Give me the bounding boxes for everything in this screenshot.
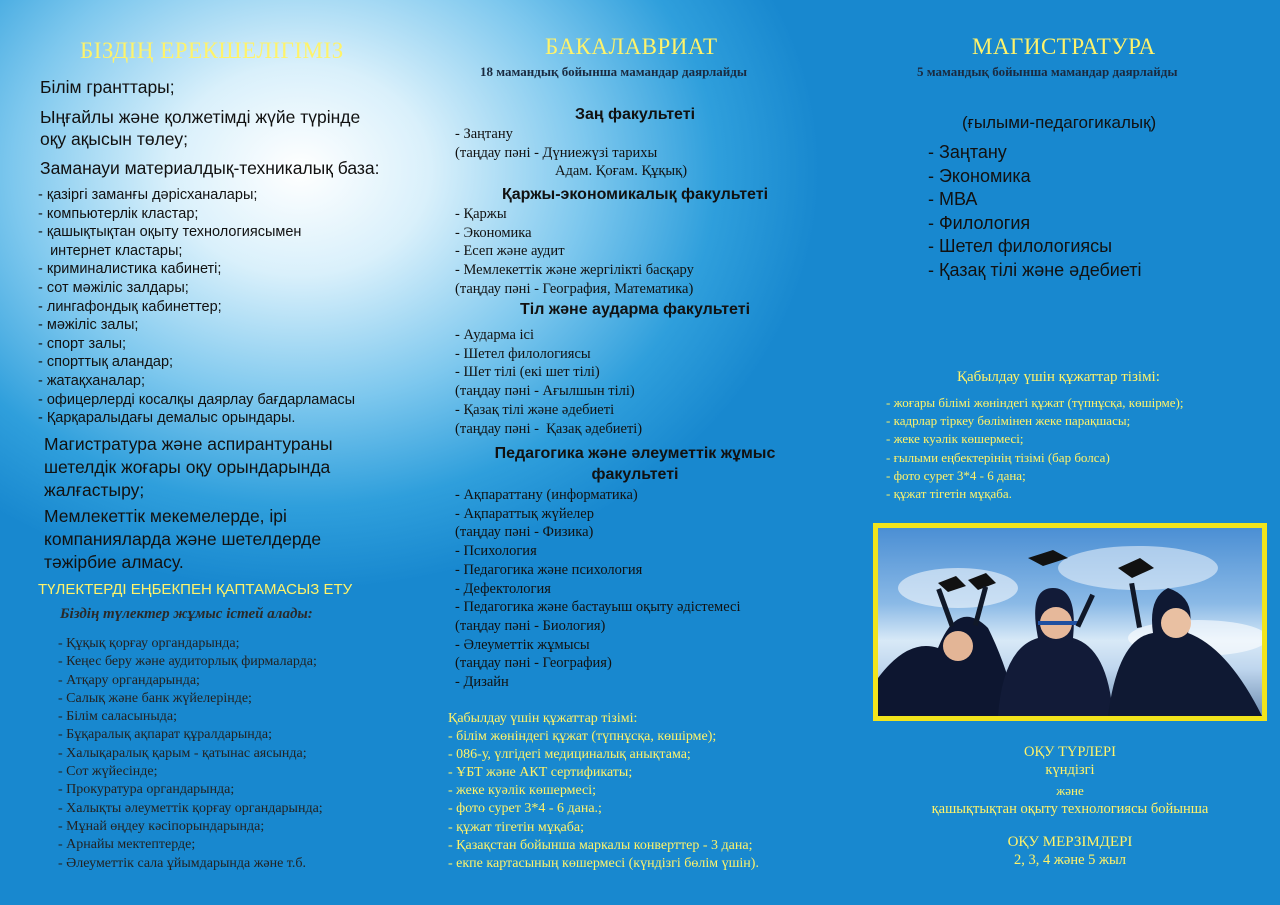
list-item: - Мұнай өңдеу кәсіпорындарында; <box>58 818 265 834</box>
study-forms-fulltime: күндізгі <box>1045 762 1095 778</box>
list-item: - Қазақ тілі және әдебиеті <box>455 401 615 418</box>
study-forms-title: ОҚУ ТҮРЛЕРІ <box>1024 744 1116 760</box>
list-item: - Заңтану <box>928 142 1007 162</box>
list-item: - Әлеуметтік сала ұйымдарында және т.б. <box>58 855 306 871</box>
list-item: (таңдау пәні - Дүниежүзі тарихы <box>455 144 658 161</box>
list-item: (таңдау пәні - Қазақ әдебиеті) <box>455 420 643 437</box>
study-terms-values: 2, 3, 4 және 5 жыл <box>1013 852 1127 868</box>
list-item: - Ақпараттық жүйелер <box>455 505 594 522</box>
list-item: - Филология <box>928 212 1031 233</box>
list-item: - Дефектология <box>455 580 551 597</box>
column-features <box>0 0 420 905</box>
list-item: - Экономика <box>455 224 532 241</box>
list-item: - лингафондық кабинеттер; <box>38 298 222 315</box>
list-item: - Білім саласыныда; <box>58 709 177 725</box>
list-item: - Есеп және аудит <box>455 243 565 260</box>
list-item: - жеке куәлік көшермесі; <box>448 783 597 799</box>
list-item: - кадрлар тіркеу бөлімінен жеке парақшасы; <box>886 413 1131 429</box>
features-payment-line2: оқу ақысын төлеу; <box>40 129 188 149</box>
documents-title: Қабылдау үшін құжаттар тізімі: <box>448 711 638 726</box>
list-item: - Шетел филологиясы <box>455 345 591 362</box>
features-abroad-line1: Магистратура және аспирантураны <box>44 434 333 454</box>
list-item: - криминалистика кабинеті; <box>38 261 222 278</box>
list-item: - Халықты әлеуметтік қорғау органдарында; <box>58 800 323 816</box>
master-documents <box>886 394 1183 503</box>
list-item: - Арнайы мектептерде; <box>58 837 196 853</box>
list-item: - фото сурет 3*4 - 6 дана.; <box>448 801 602 817</box>
list-item: - Қазақстан бойынша маркалы конверттер - 3 дана; <box>448 837 753 853</box>
list-item: - мәжіліс залы; <box>38 317 139 334</box>
list-item: - ғылыми еңбектерінің тізімі (бар болса) <box>886 449 1110 465</box>
features-payment-line1: Ыңғайлы және қолжетімді жүйе түрінде <box>40 107 361 127</box>
list-item: - фото сурет 3*4 - 6 дана; <box>886 467 1026 483</box>
list-item: Адам. Қоғам. Құқық) <box>555 163 688 180</box>
faculty-language-title: Тіл және аударма факультеті <box>519 301 751 318</box>
list-item: - спорттық аландар; <box>38 354 174 371</box>
column-master <box>860 0 1280 905</box>
list-item: - Заңтану <box>455 126 513 142</box>
list-item: - Шет тілі (екі шет тілі) <box>455 364 600 381</box>
features-abroad-line2: шетелдік жоғары оқу орындарында <box>44 457 331 477</box>
study-forms-distance: қашықтықтан оқыту технологиясы бойынша <box>931 801 1209 817</box>
faculty-pedagogy-title-line1: Педагогика және әлеуметтік жұмыс <box>494 445 776 462</box>
list-item: - Бұқаралық ақпарат құралдарында; <box>58 727 273 743</box>
faculty-law-title: Заң факультеті <box>574 106 696 123</box>
list-item: - Халықаралық қарым - қатынас аясында; <box>58 745 307 761</box>
bachelor-title: БАКАЛАВРИАТ <box>545 34 718 59</box>
master-title: МАГИСТРАТУРА <box>972 34 1156 59</box>
features-abroad-line3: жалғастыру; <box>44 480 145 500</box>
employment-subtitle: Біздің түлектер жұмыс істей алады: <box>60 606 313 622</box>
list-item: (таңдау пәні - География) <box>455 655 612 672</box>
list-item: - Құқық қорғау органдарында; <box>58 636 240 651</box>
list-item: - Қазақ тілі және әдебиеті <box>928 259 1142 280</box>
faculty-finance-list <box>455 205 694 299</box>
list-item: - спорт залы; <box>38 335 127 352</box>
features-base-heading: Заманауи материалдық-техникалық база: <box>40 158 380 178</box>
study-forms-and: және <box>1056 783 1084 798</box>
graduates-photo <box>873 523 1267 721</box>
list-item: - сот мәжіліс залдары; <box>38 279 189 296</box>
faculty-finance-title: Қаржы-экономикалық факультеті <box>501 186 769 203</box>
list-item: - Прокуратура органдарында; <box>58 782 235 798</box>
list-item: - Психология <box>455 543 537 560</box>
list-item: - Мемлекеттік және жергілікті басқару <box>455 262 694 279</box>
list-item: - екпе картасының көшермесі (күндізгі бөлім үшін). <box>448 855 759 871</box>
list-item: - Шетел филологиясы <box>928 236 1113 256</box>
list-item: - жеке куәлік көшермесі; <box>886 431 1024 447</box>
bachelor-documents <box>448 710 759 873</box>
facilities-list <box>38 186 355 428</box>
list-item: - Салық және банк жүйелерінде; <box>58 690 252 706</box>
faculty-pedagogy-title-line2: факультеті <box>591 466 679 483</box>
master-kind: (ғылыми-педагогикалық) <box>962 113 1157 132</box>
list-item: (таңдау пәні - Физика) <box>455 524 594 541</box>
list-item: - жатақханалар; <box>38 372 146 389</box>
list-item: (таңдау пәні - Ағылшын тілі) <box>455 383 635 400</box>
master-subtitle: 5 мамандық бойынша мамандар даярлайды <box>917 64 1178 79</box>
list-item: (таңдау пәні - Биология) <box>455 617 606 634</box>
list-item: - Педагогика және бастауыш оқыту әдістемесі <box>455 599 741 616</box>
bachelor-subtitle: 18 мамандық бойынша мамандар даярлайды <box>480 64 748 79</box>
list-item: - Атқару органдарында; <box>58 672 200 688</box>
list-item: - МВА <box>928 189 978 209</box>
study-terms-title: ОҚУ МЕРЗІМДЕРІ <box>1007 834 1133 850</box>
features-title: БІЗДІҢ ЕРЕКШЕЛІГІМІЗ <box>80 38 344 63</box>
list-item: - қашықтықтан оқыту технологиясымен <box>38 224 302 241</box>
master-programs-list <box>928 141 1142 282</box>
employment-title: ТҮЛЕКТЕРДІ ЕҢБЕКПЕН ҚАПТАМАСЫЗ ЕТУ <box>38 581 353 598</box>
list-item: - компьютерлік кластар; <box>38 205 199 222</box>
list-item: - қазіргі заманғы дәрісханалары; <box>38 187 258 203</box>
list-item: - құжат тігетін мұқаба. <box>886 486 1012 502</box>
list-item: - Ақпараттану (информатика) <box>455 487 638 503</box>
list-item: - Экономика <box>928 165 1031 186</box>
list-item: - білім жөніндегі құжат (түпнұсқа, көшірме); <box>448 729 717 745</box>
list-item: - жоғары білімі жөніндегі құжат (түпнұсқа, көшірме); <box>886 395 1184 410</box>
list-item: - Кеңес беру және аудиторлық фирмаларда; <box>58 654 317 670</box>
features-grants: Білім гранттары; <box>40 77 175 97</box>
column-bachelor <box>420 0 860 905</box>
list-item: - Қаржы <box>455 206 507 222</box>
list-item: (таңдау пәні - География, Математика) <box>455 280 694 297</box>
list-item: - офицерлерді косалқы даярлау бағдарламасы <box>38 391 356 408</box>
faculty-law-list <box>455 125 687 181</box>
faculty-language-list <box>455 326 642 438</box>
list-item: - құжат тігетін мұқаба; <box>448 819 584 835</box>
features-exchange-line3: тәжірбие алмасу. <box>44 552 184 572</box>
list-item: - ҰБТ және АКТ сертификаты; <box>448 765 633 781</box>
list-item: - Аударма ісі <box>455 327 535 343</box>
features-exchange-line2: компанияларда және шетелдерде <box>44 529 322 549</box>
list-item: - Қарқаралыдағы демалыс орындары. <box>38 410 296 427</box>
faculty-pedagogy-list <box>455 486 740 692</box>
list-item: - Сот жүйесінде; <box>58 764 158 780</box>
graduate-workplaces-list <box>58 635 323 873</box>
master-documents-title: Қабылдау үшін құжаттар тізімі: <box>957 369 1160 385</box>
list-item: - Әлеуметтік жұмысы <box>455 636 590 653</box>
list-item: - Педагогика және психология <box>455 561 643 578</box>
list-item: - 086-у, үлгідегі медициналық анықтама; <box>448 747 691 763</box>
list-item: - Дизайн <box>455 674 509 691</box>
features-exchange-line1: Мемлекеттік мекемелерде, ірі <box>44 506 287 526</box>
list-item: интернет кластары; <box>38 242 183 259</box>
